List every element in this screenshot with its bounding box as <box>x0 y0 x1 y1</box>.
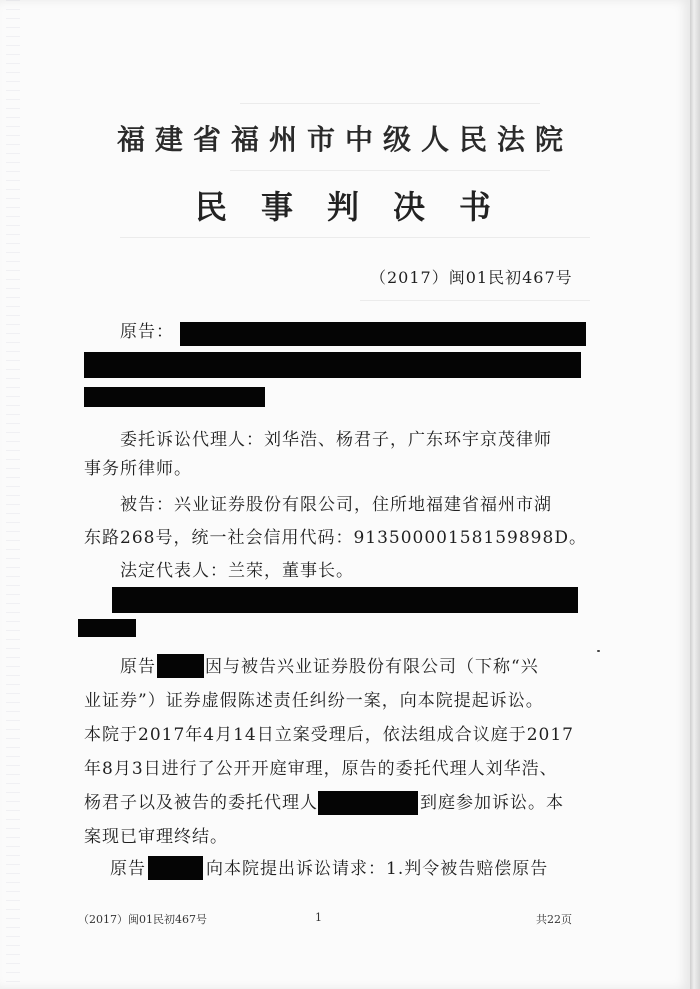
footer-total-pages: 共22页 <box>536 913 572 926</box>
footer-page-number: 1 <box>315 911 322 924</box>
paragraph-2-line-1a: 原告 <box>110 859 146 879</box>
paragraph-1-line-5b: 到庭参加诉讼。本 <box>420 793 564 813</box>
agent-line-2: 事务所律师。 <box>84 459 192 479</box>
paragraph-1-line-6: 案现已审理终结。 <box>84 827 228 847</box>
redaction-block <box>180 322 586 346</box>
plaintiff-label: 原告： <box>120 322 174 342</box>
court-name: 福建省福州市中级人民法院 <box>116 123 573 156</box>
document-type-title: 民事判决书 <box>194 188 525 226</box>
paragraph-1-line-5a: 杨君子以及被告的委托代理人 <box>84 793 318 813</box>
bleed-through-line <box>240 103 540 104</box>
paragraph-1-line-1b: 因与被告兴业证券股份有限公司（下称“兴 <box>205 657 539 677</box>
paragraph-1-line-4: 年8月3日进行了公开开庭审理，原告的委托代理人刘华浩、 <box>84 759 558 779</box>
bleed-through-line <box>360 300 590 301</box>
paragraph-2-line-1b: 向本院提出诉讼请求：1.判令被告赔偿原告 <box>206 859 549 879</box>
redaction-block <box>148 856 203 880</box>
redaction-block <box>84 387 265 407</box>
redaction-block <box>318 791 418 815</box>
redaction-block <box>157 654 204 678</box>
redaction-block <box>112 587 578 613</box>
legal-representative: 法定代表人：兰荣，董事长。 <box>120 561 354 581</box>
paragraph-1-line-1a: 原告 <box>120 657 156 677</box>
defendant-line-2: 东路268号，统一社会信用代码：91350000158159898D。 <box>84 528 587 548</box>
redaction-block <box>84 352 581 378</box>
redaction-block <box>78 619 136 637</box>
bleed-through-line <box>120 237 590 238</box>
agent-line-1: 委托诉讼代理人：刘华浩、杨君子，广东环宇京茂律师 <box>120 430 552 450</box>
paragraph-1-line-2: 业证券”）证券虚假陈述责任纠纷一案，向本院提起诉讼。 <box>84 691 544 711</box>
scan-speck <box>597 650 600 652</box>
case-number: （2017）闽01民初467号 <box>370 268 573 287</box>
footer-case-ref: （2017）闽01民初467号 <box>78 913 207 926</box>
page-binding-edge <box>690 0 700 989</box>
bleed-through-line <box>230 170 550 171</box>
paragraph-1-line-3: 本院于2017年4月14日立案受理后，依法组成合议庭于2017 <box>84 725 574 745</box>
defendant-line-1: 被告：兴业证券股份有限公司，住所地福建省福州市湖 <box>120 495 552 515</box>
